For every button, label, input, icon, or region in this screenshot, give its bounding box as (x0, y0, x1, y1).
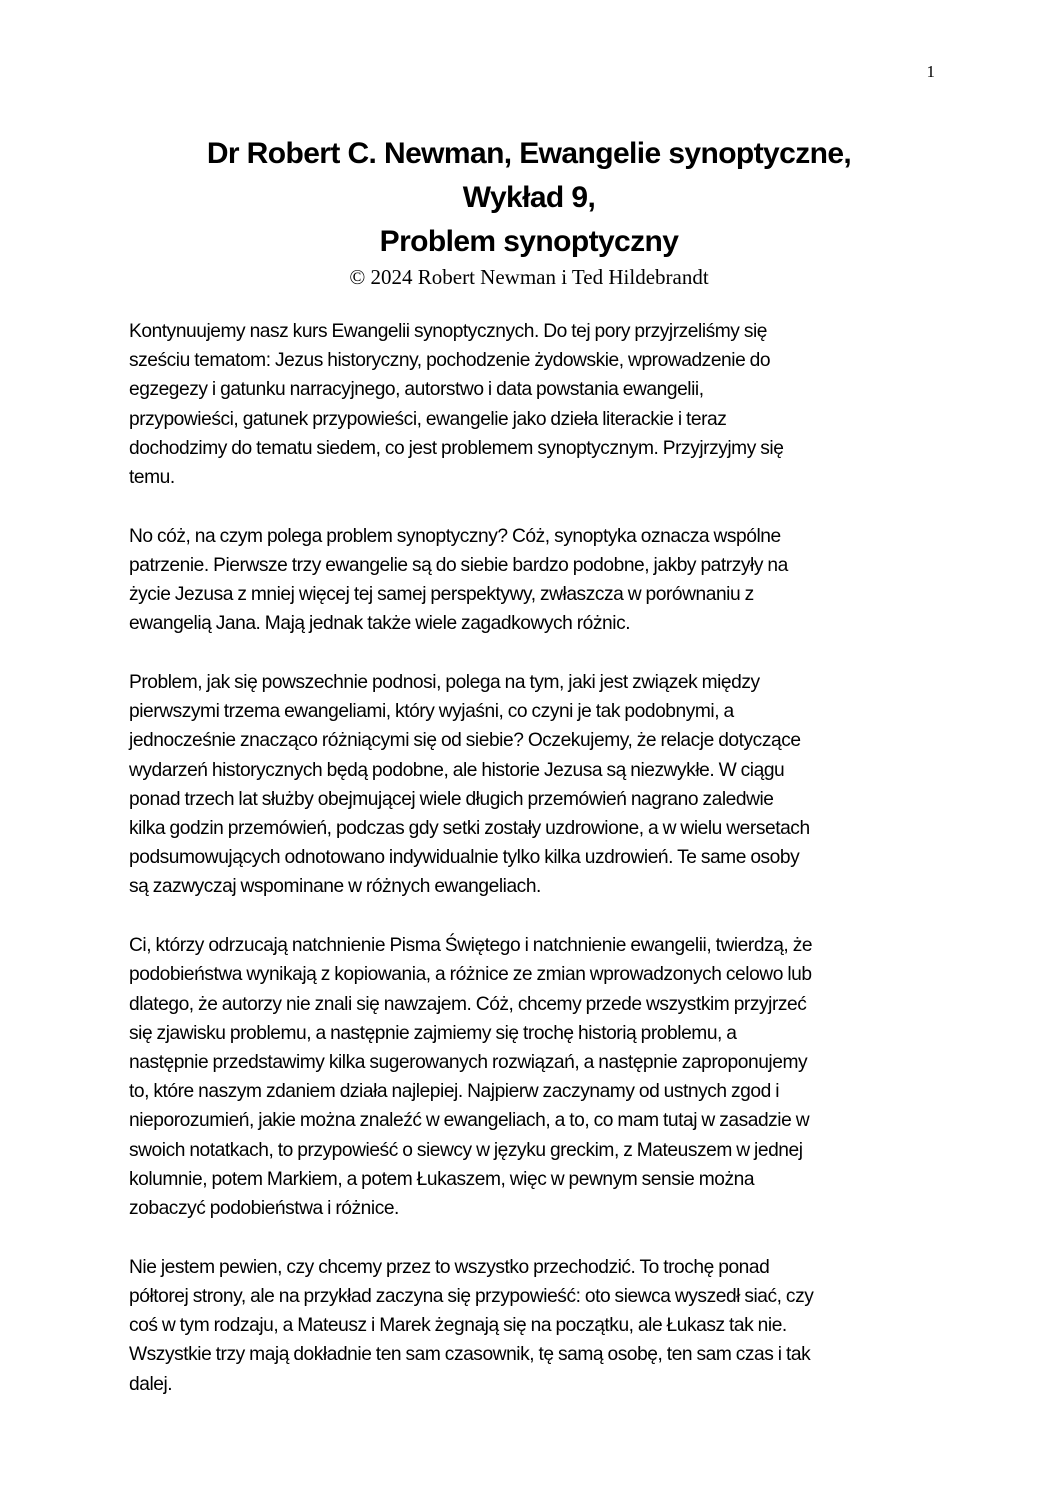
text-line: coś w tym rodzaju, a Mateusz i Marek żegnają się na początku, ale Łukasz tak nie. (129, 1315, 787, 1337)
document-body (129, 317, 919, 1428)
text-line: następnie przedstawimy kilka sugerowanych rozwiązań, a następnie zaproponujemy (129, 1051, 808, 1073)
paragraph-2 (129, 522, 919, 639)
text-line: Nie jestem pewien, czy chcemy przez to wszystko przechodzić. To trochę ponad (129, 1256, 770, 1278)
text-line: podsumowujących odnotowano indywidualnie tylko kilka uzdrowień. Te same osoby (129, 847, 800, 869)
document-header (0, 132, 1058, 290)
text-line: kolumnie, potem Markiem, a potem Łukaszem, więc w pewnym sensie można (129, 1168, 755, 1190)
text-line: się zjawisku problemu, a następnie zajmiemy się trochę historią problemu, a (129, 1022, 737, 1044)
text-line: dochodzimy do tematu siedem, co jest problemem synoptycznym. Przyjrzyjmy się (129, 437, 784, 459)
paragraph-4 (129, 931, 919, 1223)
title-line-2: Wykład 9, (462, 181, 596, 214)
text-line: wydarzeń historycznych będą podobne, ale historie Jezusa są niezwykłe. W ciągu (129, 759, 785, 781)
text-line: to, które naszym zdaniem działa najlepiej. Najpierw zaczynamy od ustnych zgod i (129, 1081, 780, 1103)
paragraph-3 (129, 668, 919, 902)
text-line: No cóż, na czym polega problem synoptyczny? Cóż, synoptyka oznacza wspólne (129, 525, 781, 547)
text-line: swoich notatkach, to przypowieść o siewcy w języku greckim, z Mateuszem w jednej (129, 1139, 803, 1161)
text-line: jednocześnie znacząco różniącymi się od siebie? Oczekujemy, że relacje dotyczące (129, 730, 801, 752)
title-line-1: Dr Robert C. Newman, Ewangelie synoptyczne, (206, 137, 852, 170)
text-line: dlatego, że autorzy nie znali się nawzajem. Cóż, chcemy przede wszystkim przyjrzeć (129, 993, 807, 1015)
text-line: pierwszymi trzema ewangeliami, który wyjaśni, co czyni je tak podobnymi, a (129, 701, 734, 723)
page-number: 1 (926, 62, 935, 81)
paragraph-5 (129, 1253, 919, 1399)
copyright-notice: © 2024 Robert Newman i Ted Hildebrandt (349, 265, 709, 289)
text-line: dalej. (129, 1373, 173, 1395)
text-line: ponad trzech lat służby obejmującej wiele długich przemówień nagrano zaledwie (129, 788, 774, 810)
text-line: życie Jezusa z mniej więcej tej samej perspektywy, zwłaszcza w porównaniu z (129, 584, 754, 606)
text-line: podobieństwa wynikają z kopiowania, a różnice ze zmian wprowadzonych celowo lub (129, 964, 812, 986)
text-line: półtorej strony, ale na przykład zaczyna się przypowieść: oto siewca wyszedł siać, czy (129, 1285, 814, 1307)
text-line: sześciu tematom: Jezus historyczny, pochodzenie żydowskie, wprowadzenie do (129, 350, 771, 372)
text-line: zobaczyć podobieństwa i różnice. (129, 1197, 399, 1219)
text-line: nieporozumień, jakie można znaleźć w ewangeliach, a to, co mam tutaj w zasadzie w (129, 1110, 810, 1132)
title-line-3: Problem synoptyczny (379, 225, 679, 258)
text-line: są zazwyczaj wspominane w różnych ewangeliach. (129, 876, 541, 898)
text-line: Wszystkie trzy mają dokładnie ten sam czasownik, tę samą osobę, ten sam czas i tak (129, 1344, 811, 1366)
text-line: przypowieści, gatunek przypowieści, ewangelie jako dzieła literackie i teraz (129, 408, 727, 430)
text-line: patrzenie. Pierwsze trzy ewangelie są do siebie bardzo podobne, jakby patrzyły na (129, 554, 788, 576)
text-line: kilka godzin przemówień, podczas gdy setki zostały uzdrowione, a w wielu wersetach (129, 818, 810, 840)
text-line: Ci, którzy odrzucają natchnienie Pisma Świętego i natchnienie ewangelii, twierdzą, że (129, 935, 813, 957)
text-line: egzegezy i gatunku narracyjnego, autorstwo i data powstania ewangelii, (129, 379, 704, 401)
text-line: Kontynuujemy nasz kurs Ewangelii synoptycznych. Do tej pory przyjrzeliśmy się (129, 321, 768, 342)
text-line: Problem, jak się powszechnie podnosi, polega na tym, jaki jest związek między (129, 672, 760, 694)
text-line: temu. (129, 467, 175, 489)
paragraph-1 (129, 317, 919, 492)
text-line: ewangelią Jana. Mają jednak także wiele zagadkowych różnic. (129, 613, 631, 635)
